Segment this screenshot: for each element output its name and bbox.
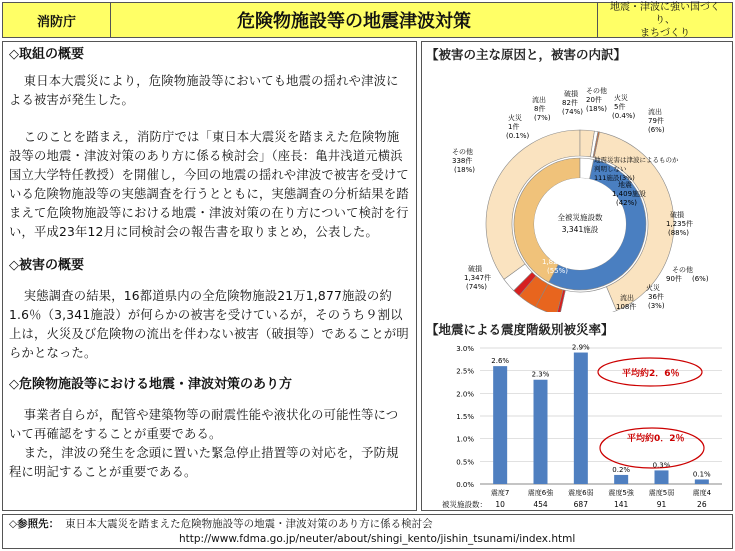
bar-2 — [574, 353, 588, 484]
donut-center-label: 全被災施設数 — [557, 213, 603, 222]
label-q-other-name: その他 — [672, 266, 693, 274]
callout-high: 平均約2．6％ — [622, 369, 680, 379]
note-value: 判明しない — [594, 165, 627, 173]
category-label-5: 震度4 — [692, 489, 712, 497]
label-q-leak-count: 108件 — [616, 303, 637, 311]
data-label-1: 2.3% — [531, 370, 550, 379]
label-q-other-count-pct: 90件 — [666, 275, 682, 283]
tagline-line2: まちづくり — [640, 27, 690, 39]
label-q-break-count: 1,235件 — [666, 220, 694, 228]
label-u-break-pct: (74%) — [562, 108, 584, 116]
damage-paragraph: 実態調査の結果，16都道県内の全危険物施設21万1,877施設の約1.6％（3,341施設）が何らかの被害を受けているが，そのうち９割以上は，火災及び危険物の流出を伴わない被害（破損等）であることが明らかとなった。 — [9, 289, 409, 360]
data-label-4: 0.3% — [652, 461, 671, 470]
label-q-fire-name: 火災 — [646, 284, 660, 292]
footer — [2, 514, 733, 549]
label-tsu-other-pct: (18%) — [454, 166, 476, 174]
donut-center-value: 3,341施設 — [561, 225, 599, 234]
label-u-break-count: 82件 — [562, 99, 578, 107]
inner-tsunami-name: 津波 — [550, 249, 564, 257]
category-label-1: 震度6強 — [527, 489, 554, 497]
data-label-5: 0.1% — [692, 470, 711, 479]
callout-low: 平均約0．2％ — [627, 434, 685, 444]
note-label: 地震災害は津波によるものか — [594, 156, 679, 164]
damage-donut-chart — [422, 62, 732, 312]
y-tick-label: 0.0% — [456, 481, 474, 489]
data-label-0: 2.6% — [491, 357, 510, 366]
bar-heading: 【地震による震度階級別被災率】 — [426, 322, 614, 337]
count-row-label: 被災施設数： — [442, 500, 487, 509]
label-u-other-pct: (18%) — [586, 105, 608, 113]
label-tsu-leak-pct: (7%) — [534, 114, 551, 122]
bar-0 — [493, 366, 507, 484]
label-q-break-name: 破損 — [670, 211, 684, 219]
label-tsu-fire-name: 火災 — [508, 114, 522, 122]
inner-quake-count: 1,409施設 — [612, 190, 647, 198]
label-q-leak-name: 流出 — [620, 294, 634, 302]
y-tick-label: 3.0% — [456, 345, 474, 353]
y-tick-label: 2.0% — [456, 390, 474, 399]
label-tsu-other-name: その他 — [452, 148, 473, 156]
label-u-other-name: その他 — [586, 87, 607, 95]
tagline — [598, 3, 732, 37]
donut-heading: 【被害の主な原因と，被害の内訳】 — [426, 47, 627, 62]
overview-panel — [2, 41, 417, 511]
y-tick-label: 1.0% — [456, 435, 474, 444]
overview-paragraph-2: このことを踏まえ，消防庁では「東日本大震災を踏まえた危険物施設等の地震・津波対策のあり方に係る検討会」（座長：亀井浅道元横浜国立大学特任教授）を開催し，今回の地震の揺れや津波で被害を受けている危険物施設等の実態調査を行うとともに，実態調査の分析結果を踏まえて危険物施設等における地震・津波対策の在り方について検討を行い，平成23年12月に同検討会の報告書を取りまとめ，公表した。 — [9, 130, 409, 239]
tagline-line1: 地震・津波に強い国づくり、 — [610, 1, 720, 26]
seismic-bar-chart — [422, 334, 732, 514]
label-u-other-count: 20件 — [586, 96, 602, 104]
figures-panel — [421, 41, 733, 511]
bar-3 — [614, 475, 628, 484]
facility-count-4: 91 — [656, 500, 667, 509]
overview-paragraph-1: 東日本大震災により，危険物施設等においても地震の揺れや津波による被害が発生した。 — [9, 74, 399, 107]
inner-quake-name: 地震 — [618, 181, 632, 189]
label-q-fire-count: 36件 — [648, 293, 664, 301]
label-tsu-break-pct: (74%) — [466, 283, 488, 291]
facility-count-3: 141 — [614, 500, 629, 509]
header — [2, 2, 733, 38]
y-tick-label: 1.5% — [456, 413, 474, 421]
label-u-fire-pct: (0.4%) — [612, 112, 636, 120]
label-q-fire-pct: (3%) — [648, 302, 665, 310]
y-tick-label: 2.5% — [456, 367, 474, 376]
inner-tsunami-count: 1,821施設 — [542, 258, 577, 266]
label-tsu-break-count: 1,347件 — [464, 274, 492, 282]
data-label-3: 0.2% — [612, 465, 631, 474]
label-tsu-fire-pct: (0.1%) — [506, 132, 530, 140]
label-u-break-name: 破損 — [564, 90, 578, 98]
ref-url-link[interactable]: http://www.fdma.go.jp/neuter/about/shingi_kento/jishin_tsunami/index.html — [179, 533, 576, 545]
inner-tsunami-pct: (55%) — [547, 267, 569, 275]
note-count: 111施設(3%) — [594, 174, 635, 182]
section-heading-damage: ◇被害の概要 — [9, 258, 84, 273]
measures-paragraph-2: また，津波の発生を念頭に置いた緊急停止措置等の対応を，予防規程に明記することが重要である。 — [9, 446, 399, 479]
bar-4 — [655, 470, 669, 484]
category-label-3: 震度5強 — [608, 489, 634, 497]
label-u-leak-pct: (6%) — [648, 126, 665, 134]
page-title: 危険物施設等の地震津波対策 — [111, 3, 598, 37]
bar-1 — [534, 380, 548, 484]
bar-5 — [695, 479, 709, 484]
measures-paragraph-1: 事業者自らが，配管や建築物等の耐震性能や液状化の可能性等について再確認をすることが重要である。 — [9, 408, 399, 441]
label-u-leak-count: 79件 — [648, 117, 664, 125]
section-heading-overview: ◇取組の概要 — [9, 47, 84, 62]
data-label-2: 2.9% — [571, 343, 590, 352]
facility-count-0: 10 — [495, 500, 505, 509]
facility-count-2: 687 — [573, 500, 588, 509]
label-tsu-other-count: 338件 — [452, 157, 473, 165]
y-tick-label: 0.5% — [456, 458, 474, 467]
label-tsu-leak-name: 流出 — [532, 96, 546, 104]
outer-ring-tsunami-1 — [560, 287, 617, 312]
label-tsu-leak-count: 8件 — [534, 105, 546, 113]
ref-label: ◇参照先： — [9, 518, 60, 530]
label-u-leak-name: 流出 — [648, 108, 662, 116]
ref-title[interactable]: 東日本大震災を踏まえた危険物施設等の地震・津波対策のあり方に係る検討会 — [65, 518, 433, 530]
label-q-other-pct: (6%) — [692, 275, 709, 283]
label-tsu-fire-count: 1件 — [508, 123, 520, 131]
agency-label: 消防庁 — [3, 3, 111, 37]
label-q-break-pct: (88%) — [668, 229, 690, 237]
section-heading-measures: ◇危険物施設等における地震・津波対策のあり方 — [9, 377, 292, 392]
category-label-4: 震度5弱 — [648, 489, 675, 497]
label-u-fire-count: 5件 — [614, 103, 626, 111]
category-label-2: 震度6弱 — [568, 489, 594, 497]
label-u-fire-name: 火災 — [614, 94, 628, 102]
inner-quake-pct: (42%) — [616, 199, 638, 207]
label-tsu-break-name: 破損 — [468, 265, 482, 273]
category-label-0: 震度7 — [490, 489, 510, 497]
facility-count-5: 26 — [697, 500, 707, 509]
facility-count-1: 454 — [533, 500, 548, 509]
